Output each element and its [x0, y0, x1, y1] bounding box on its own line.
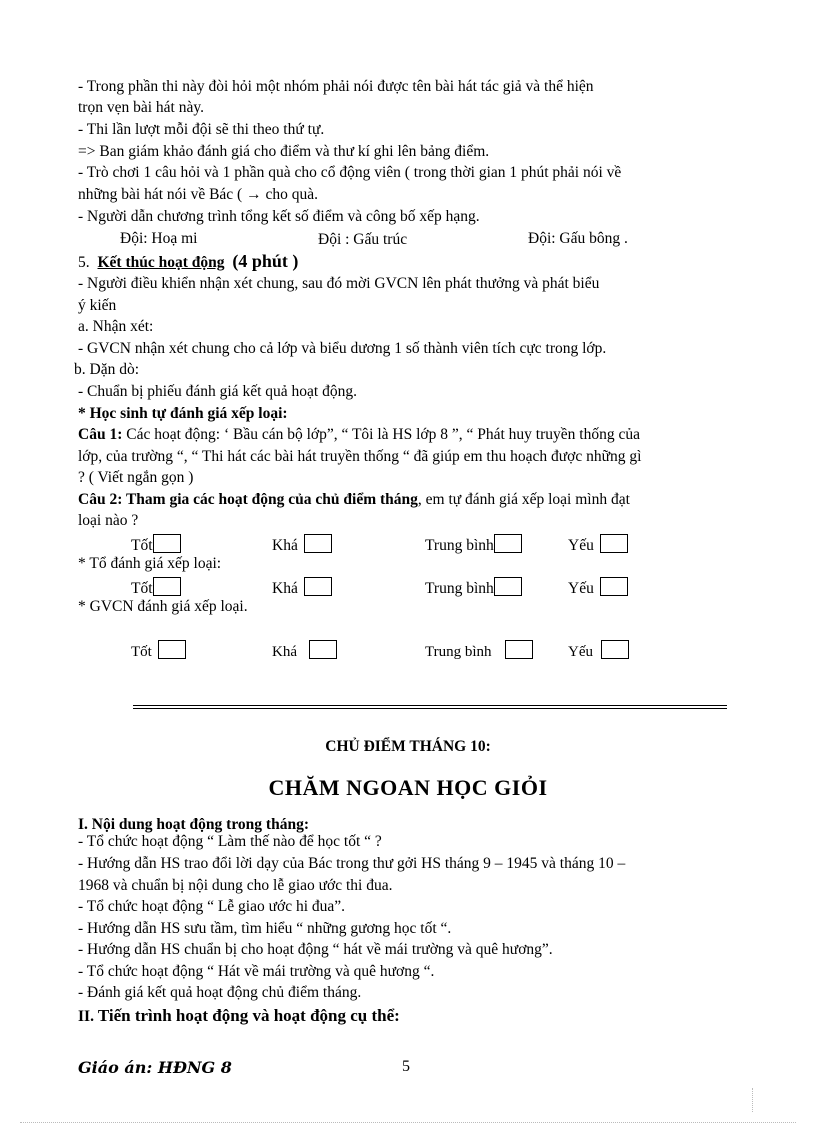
rating-row-group [0, 577, 816, 599]
footer-doc-title: Giáo án: HĐNG 8 [78, 1058, 232, 1077]
rating-average [425, 577, 522, 598]
question-1-text: Các hoạt động: ‘ Bầu cán bộ lớp”, “ Tôi là HS lớp 8 ”, “ Phát huy truyền thống của [122, 426, 640, 443]
rating-weak [568, 640, 629, 661]
group-eval-label: * Tổ đánh giá xếp loại: [78, 555, 222, 572]
checkbox-average[interactable] [505, 640, 533, 659]
text-line: - Đánh giá kết quả hoạt động chủ điểm tháng. [78, 984, 362, 1001]
checkbox-fair[interactable] [309, 640, 337, 659]
checkbox-good[interactable] [153, 577, 181, 596]
text-line: những bài hát nói về Bác ( → cho quà. [78, 186, 318, 203]
part1-heading: I. Nội dung hoạt động trong tháng: [78, 816, 309, 833]
text-line: 1968 và chuẩn bị nội dung cho lễ giao ước thi đua. [78, 877, 393, 894]
checkbox-weak[interactable] [600, 534, 628, 553]
rating-fair [272, 577, 332, 598]
checkbox-fair[interactable] [304, 577, 332, 596]
checkbox-average[interactable] [494, 577, 522, 596]
text-line: ? ( Viết ngắn gọn ) [78, 469, 194, 486]
text-line: lớp, của trường “, “ Thi hát các bài hát truyền thống “ đã giúp em thu hoạch được những gì [78, 448, 642, 465]
rating-average [425, 534, 522, 555]
text-line: ý kiến [78, 297, 117, 314]
rating-label: Khá [272, 580, 298, 597]
rating-label: Tốt [131, 580, 153, 597]
rating-label: Yếu [568, 580, 594, 597]
part2-heading [78, 1007, 400, 1026]
rating-label: Khá [272, 644, 297, 660]
month-subtitle: CHỦ ĐIỂM THÁNG 10: [325, 738, 491, 755]
section5-heading [78, 252, 298, 272]
text-line: - Trò chơi 1 câu hỏi và 1 phần quà cho cổ động viên ( trong thời gian 1 phút phải nói về [78, 164, 622, 181]
rating-label: Tốt [131, 537, 153, 554]
text-line: - Thi lần lượt mỗi đội sẽ thi theo thứ tự. [78, 121, 325, 138]
rating-label: Trung bình [425, 644, 492, 660]
rating-row-student [0, 534, 816, 556]
rating-label: Tốt [131, 644, 152, 660]
rating-label: Yếu [568, 537, 594, 554]
checkbox-good[interactable] [158, 640, 186, 659]
part2-number: II. [78, 1008, 94, 1025]
text-line: a. Nhận xét: [78, 318, 154, 335]
team-gau-truc: Đội : Gấu trúc [318, 231, 408, 248]
rating-label: Trung bình [425, 537, 494, 554]
text-line: b. Dặn dò: [74, 361, 140, 378]
rating-good [131, 640, 186, 661]
rating-label: Khá [272, 537, 298, 554]
question-1 [78, 426, 640, 444]
text-line: - Tổ chức hoạt động “ Hát về mái trường và quê hương “. [78, 963, 435, 980]
question-2-text: , em tự đánh giá xếp loại mình đạt [417, 491, 630, 508]
self-eval-heading: * Học sinh tự đánh giá xếp loại: [78, 405, 288, 422]
rating-good [131, 577, 181, 598]
text-line: - Người dẫn chương trình tổng kết số điểm và công bố xếp hạng. [78, 208, 480, 225]
text-line: loại nào ? [78, 512, 139, 529]
part2-title: Tiến trình hoạt động và hoạt động cụ thể: [97, 1006, 400, 1025]
text-line: => Ban giám khảo đánh giá cho điểm và thư kí ghi lên bảng điểm. [78, 143, 490, 160]
checkbox-fair[interactable] [304, 534, 332, 553]
checkbox-weak[interactable] [600, 577, 628, 596]
question-2 [78, 491, 630, 509]
question-2-label: Câu 2: Tham gia các hoạt động của chủ điểm tháng [78, 491, 418, 508]
teacher-eval-label: * GVCN đánh giá xếp loại. [78, 598, 248, 615]
checkbox-good[interactable] [153, 534, 181, 553]
team-gau-bong: Đội: Gấu bông . [528, 230, 628, 247]
text-line: - Hướng dẫn HS trao đổi lời dạy của Bác trong thư gởi HS tháng 9 – 1945 và tháng 10 – [78, 855, 626, 872]
checkbox-average[interactable] [494, 534, 522, 553]
text-line: - Hướng dẫn HS chuẩn bị cho hoạt động “ hát về mái trường và quê hương”. [78, 941, 553, 958]
text-line: - Người điều khiển nhận xét chung, sau đó mời GVCN lên phát thưởng và phát biểu [78, 275, 600, 292]
text-line: - Tổ chức hoạt động “ Lễ giao ước hi đua”. [78, 898, 346, 915]
rating-label: Yếu [568, 644, 593, 660]
section5-number: 5. [78, 254, 90, 271]
section5-title: Kết thúc hoạt động [97, 254, 225, 271]
rating-row-teacher [0, 640, 816, 662]
rating-fair [272, 640, 337, 661]
text-line: trọn vẹn bài hát này. [78, 99, 204, 116]
page-number: 5 [402, 1058, 410, 1075]
text-line: - Hướng dẫn HS sưu tầm, tìm hiểu “ những gương học tốt “. [78, 920, 452, 937]
divider [133, 708, 727, 709]
page-title: CHĂM NGOAN HỌC GIỎI [268, 775, 548, 800]
rating-weak [568, 577, 628, 598]
text-line: - GVCN nhận xét chung cho cả lớp và biểu dương 1 số thành viên tích cực trong lớp. [78, 340, 607, 357]
team-hoa-mi: Đội: Hoạ mi [120, 230, 198, 247]
page-corner-mark [752, 1088, 754, 1112]
text-line: - Trong phần thi này đòi hỏi một nhóm phải nói được tên bài hát tác giả và thể hiện [78, 78, 594, 95]
question-1-label: Câu 1: [78, 426, 123, 443]
rating-fair [272, 534, 332, 555]
rating-label: Trung bình [425, 580, 494, 597]
checkbox-weak[interactable] [601, 640, 629, 659]
text-line: - Tổ chức hoạt động “ Làm thế nào để học tốt “ ? [78, 833, 382, 850]
divider [133, 705, 727, 706]
rating-weak [568, 534, 628, 555]
rating-good [131, 534, 181, 555]
text-line: - Chuẩn bị phiếu đánh giá kết quả hoạt động. [78, 383, 357, 400]
rating-average [425, 640, 533, 661]
section5-time: (4 phút ) [232, 251, 299, 271]
